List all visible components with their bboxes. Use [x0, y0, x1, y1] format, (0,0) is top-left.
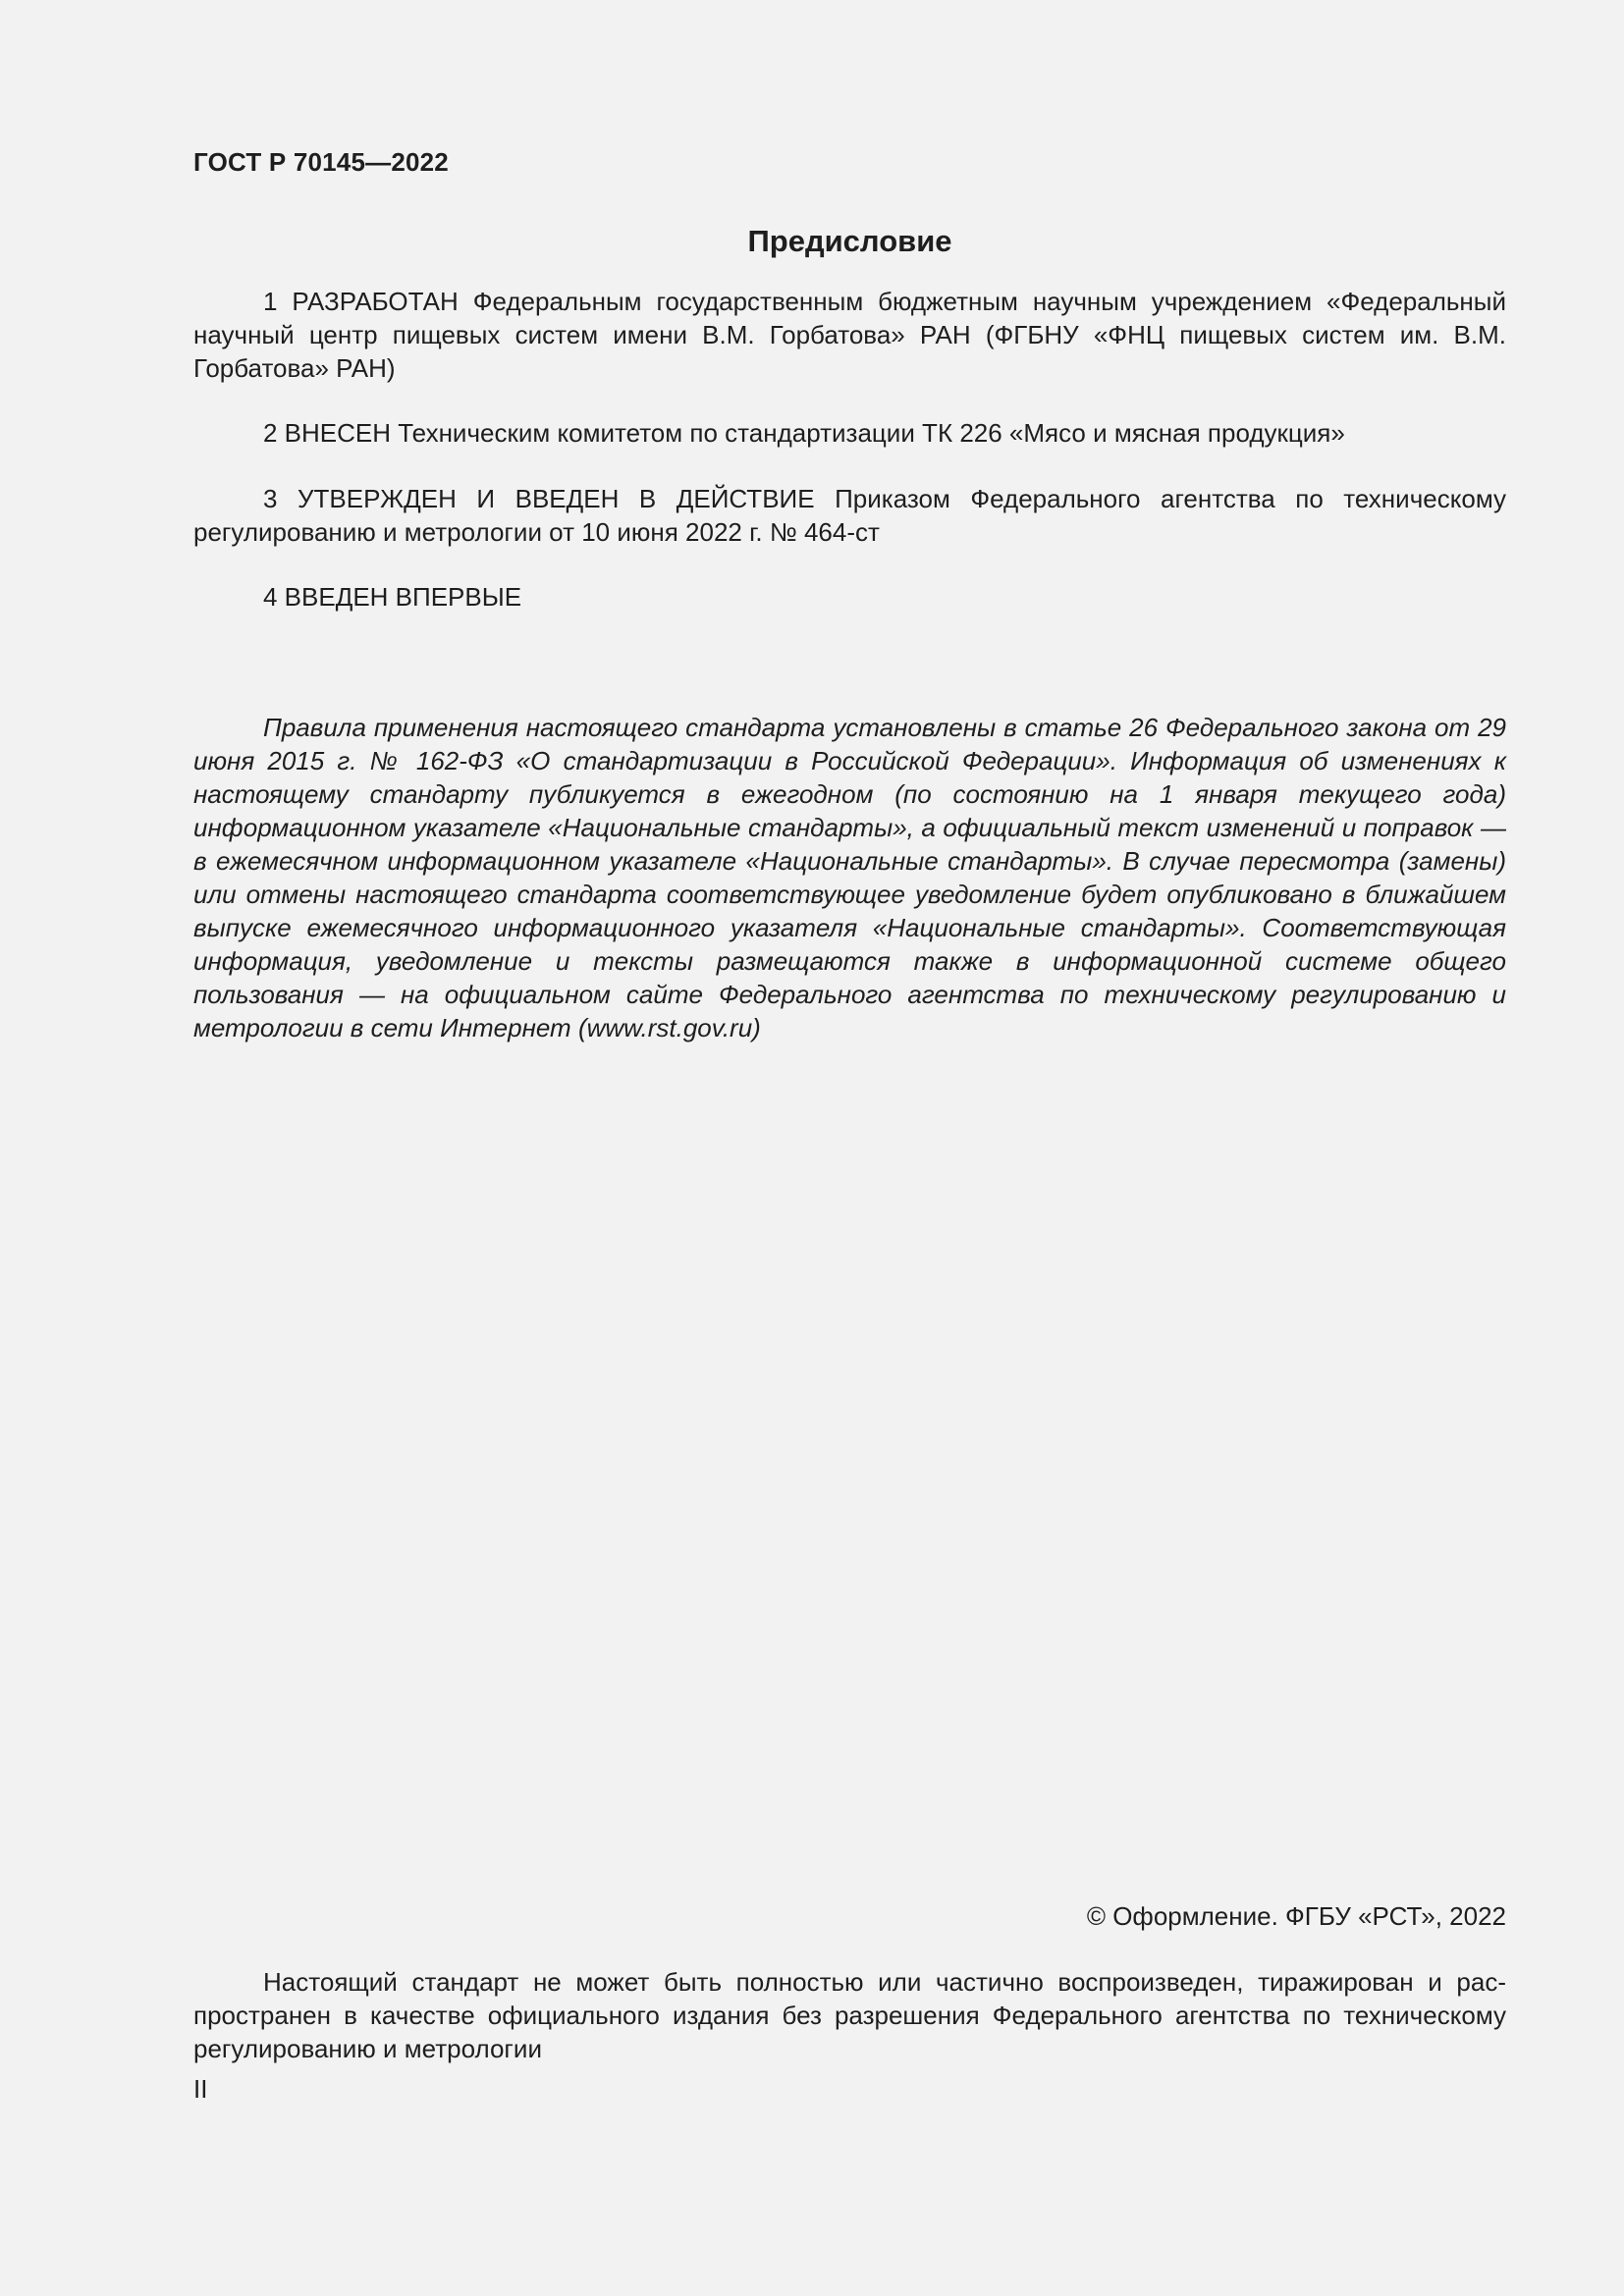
section-title: Предисловие — [747, 224, 952, 258]
preface-item-4: 4 ВВЕДЕН ВПЕРВЫЕ — [263, 582, 522, 612]
preface-item-3: 3 УТВЕРЖДЕН И ВВЕДЕН В ДЕЙСТВИЕ Приказом Федерального агентства по техническому регулированию и метрологии от 10 июня 2022 г. № 464-ст — [193, 484, 1506, 547]
page-number: II — [193, 2074, 208, 2104]
copyright-line: © Оформление. ФГБУ «РСТ», 2022 — [1086, 1901, 1506, 1931]
reproduction-notice: Настоящий стандарт не может быть полностью или частично воспроизведен, тиражирован и распространен в качестве официального издания без разрешения Федерального агентства по техническому регулированию и метрологии — [193, 1967, 1506, 2063]
preface-item-1: 1 РАЗРАБОТАН Федеральным государственным бюджетным научным учреждением «Федеральный научный центр пищевых систем имени В.М. Горбатова» РАН (ФГБНУ «ФНЦ пищевых систем им. В.М. Горбатова» РАН) — [193, 287, 1506, 383]
preface-item-2: 2 ВНЕСЕН Техническим комитетом по стандартизации ТК 226 «Мясо и мясная продукция» — [263, 418, 1345, 448]
rules-note: Правила применения настоящего стандарта установлены в статье 26 Федерального закона от 29 июня 2015 г. № 162-ФЗ «О стандартизации в Российской Федерации». Информация об изменениях к настоящему стандарту публикуется в ежегодном (по состоянию на 1 января текущего года) информационном указателе «Национальные стандарты», а официальный текст изменений и поправок — в ежемесячном информационном указателе «Национальные стандарты». В случае пересмотра (замены) или отмены настоящего стандарта соответствующее уведомление будет опубликовано в ближайшем выпуске ежемесячного информационного указателя «Национальные стандарты». Соответствующая информация, уведомление и тексты размещаются также в информационной системе общего пользования — на официальном сайте Федерального агентства по техническому регулированию и метрологии в сети Интернет (www.rst.gov.ru) — [193, 713, 1506, 1042]
document-code: ГОСТ Р 70145—2022 — [193, 147, 449, 177]
document-page — [193, 0, 1506, 2296]
